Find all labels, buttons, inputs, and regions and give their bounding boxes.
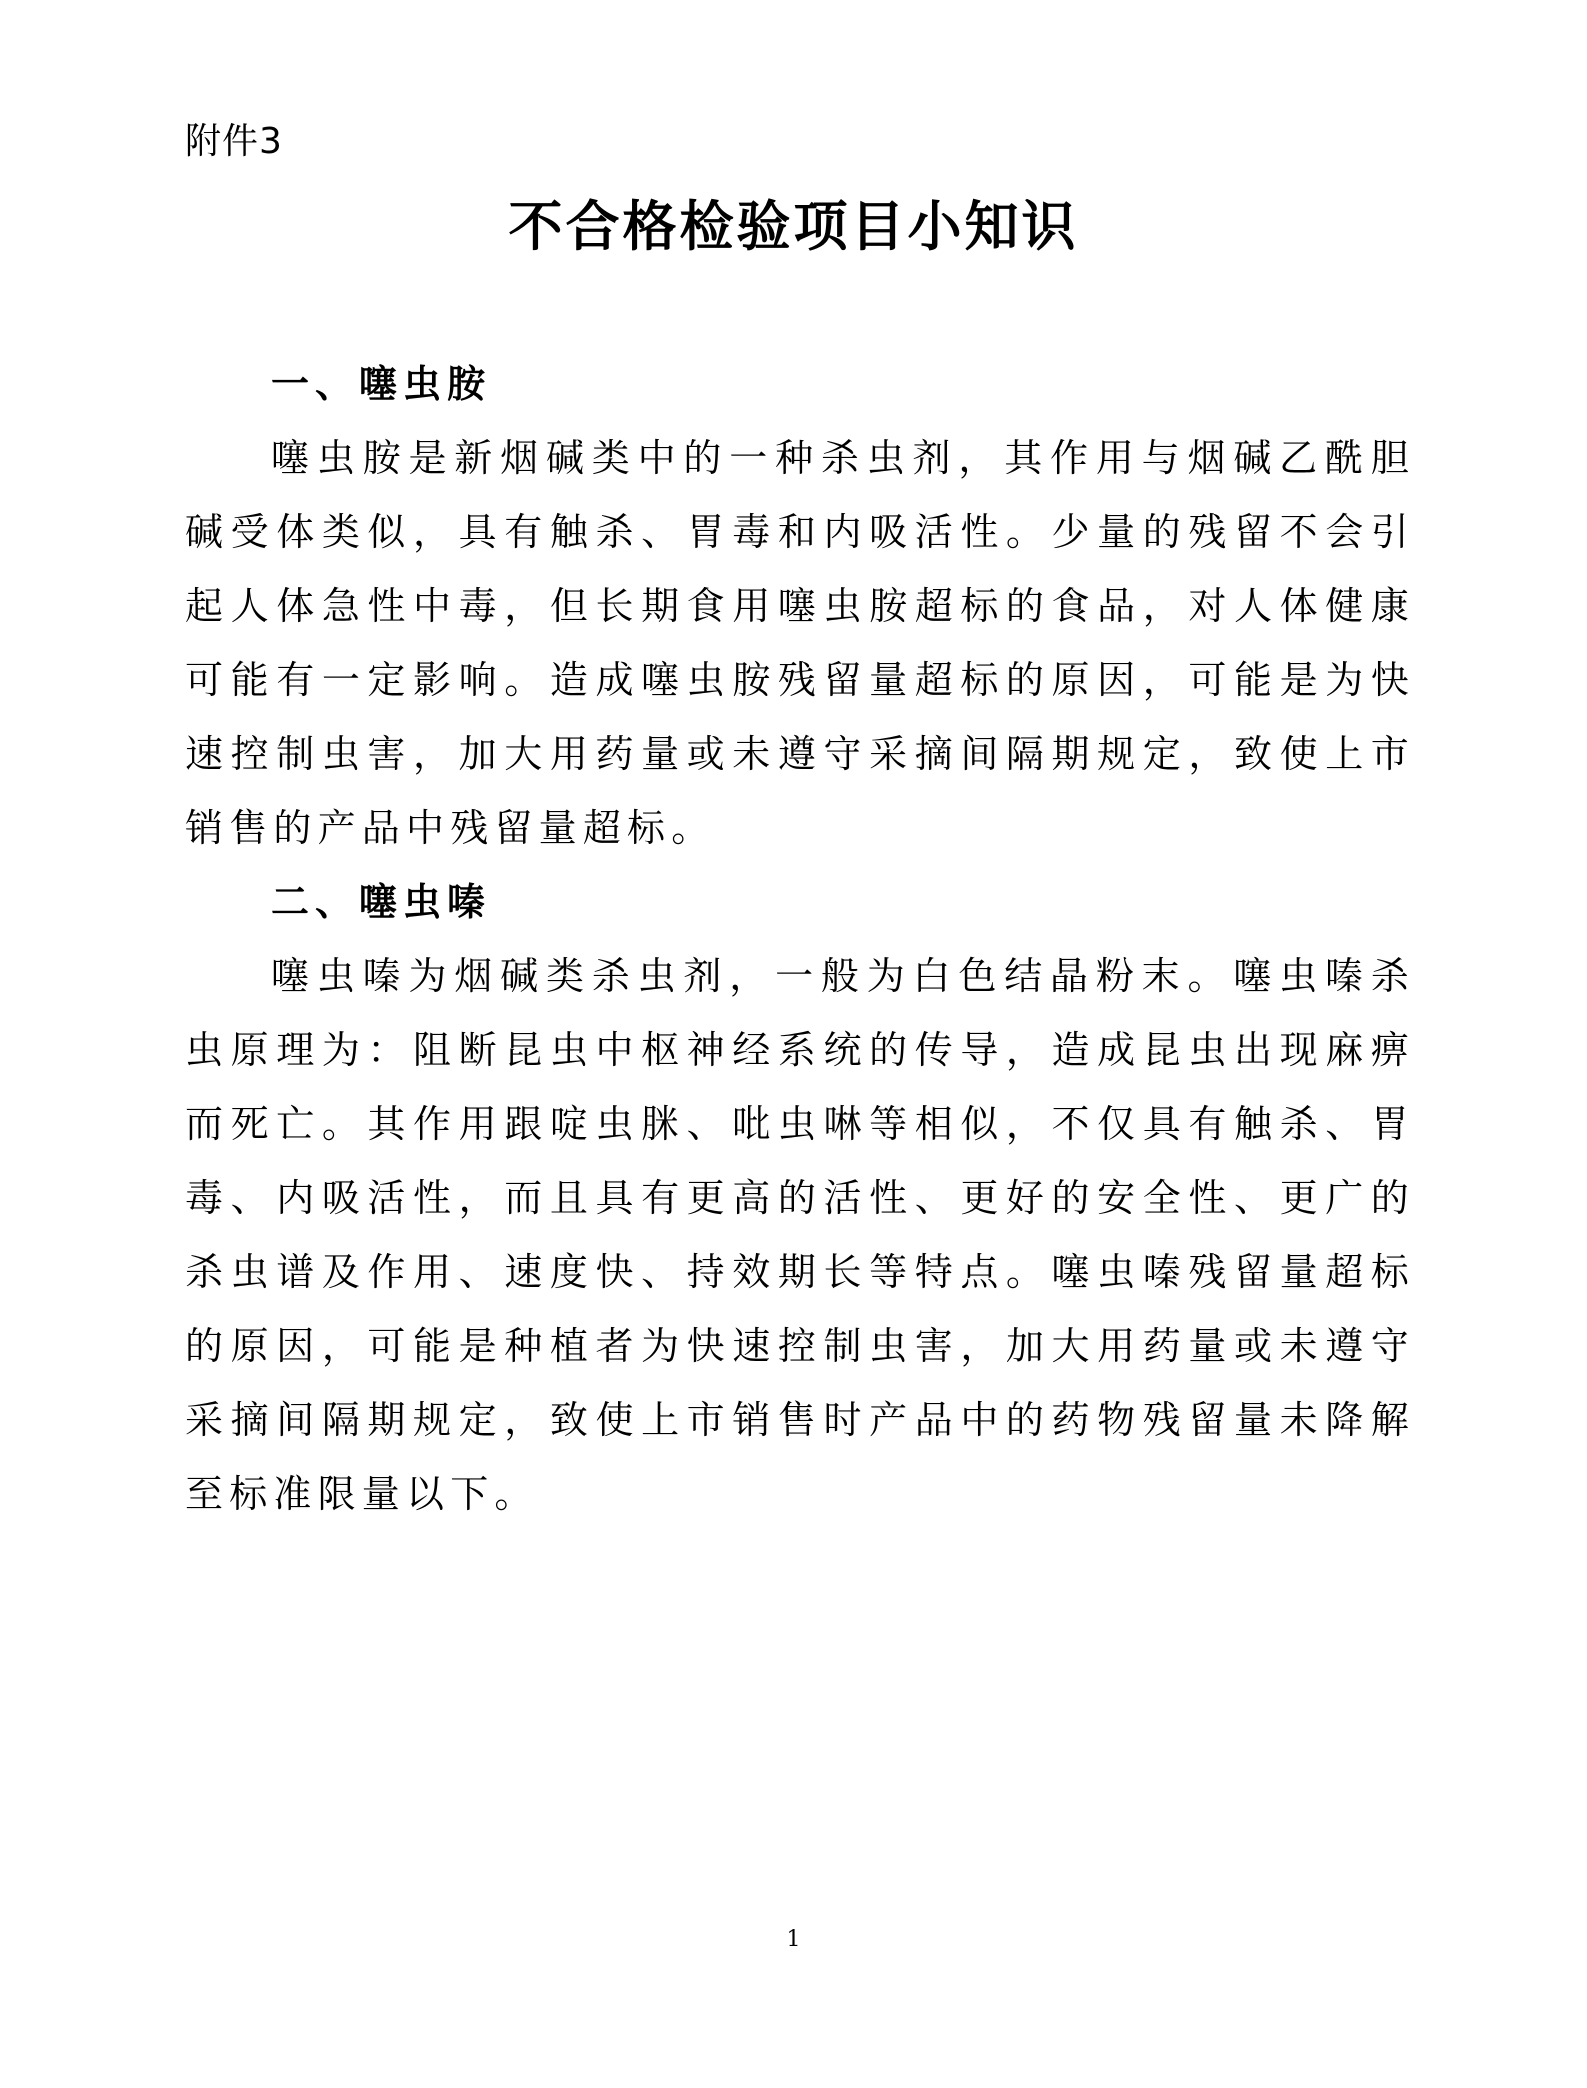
section-heading-2: 二、噻虫嗪	[271, 880, 492, 924]
section-paragraph-2: 噻虫嗪为烟碱类杀虫剂，一般为白色结晶粉末。噻虫嗪杀虫原理为：阻断昆虫中枢神经系统的传导，造成昆虫出现麻痹而死亡。其作用跟啶虫脒、吡虫啉等相似，不仅具有触杀、胃毒、内吸活性，而且具有更高的活性、更好的安全性、更广的杀虫谱及作用、速度快、持效期长等特点。噻虫嗪残留量超标的原因，可能是种植者为快速控制虫害，加大用药量或未遵守采摘间隔期规定，致使上市销售时产品中的药物残留量未降解至标准限量以下。	[185, 954, 1415, 1516]
section-paragraph-1: 噻虫胺是新烟碱类中的一种杀虫剂，其作用与烟碱乙酰胆碱受体类似，具有触杀、胃毒和内吸活性。少量的残留不会引起人体急性中毒，但长期食用噻虫胺超标的食品，对人体健康可能有一定影响。造成噻虫胺残留量超标的原因，可能是为快速控制虫害，加大用药量或未遵守采摘间隔期规定，致使上市销售的产品中残留量超标。	[185, 436, 1415, 850]
page-number: 1	[786, 1927, 801, 1952]
attachment-label: 附件3	[185, 121, 283, 162]
section-heading-1: 一、噻虫胺	[271, 362, 492, 406]
document-body	[185, 347, 1415, 1531]
document-title: 不合格检验项目小知识	[508, 194, 1079, 258]
